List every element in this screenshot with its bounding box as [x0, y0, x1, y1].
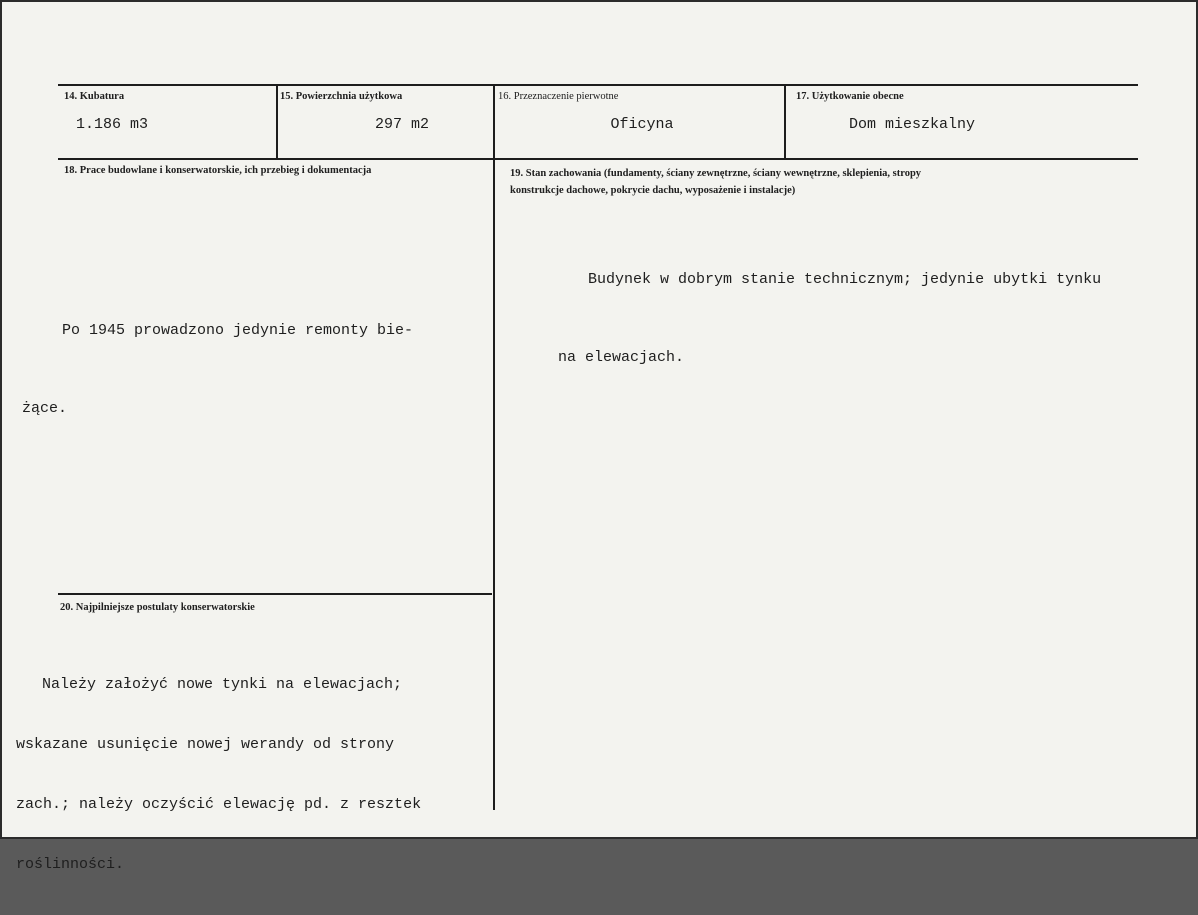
field-20-line-1: Należy założyć nowe tynki na elewacjach; [42, 676, 403, 693]
field-15-value: 297 m2 [374, 116, 429, 133]
field-19-line-2: na elewacjach. [558, 349, 685, 366]
field-19-label-line-1: 19. Stan zachowania (fundamenty, ściany zewnętrzne, ściany wewnętrzne, sklepienia, stropy [510, 168, 922, 179]
rule-top [58, 84, 1138, 86]
field-16-value: Oficyna [610, 116, 674, 133]
field-20-line-3: zach.; należy oczyścić elewację pd. z resztek [16, 796, 422, 813]
field-18-label: 18. Prace budowlane i konserwatorskie, ich przebieg i dokumentacja [64, 165, 372, 176]
field-20-line-2: wskazane usunięcie nowej werandy od strony [16, 736, 395, 753]
rule-v-16-17 [784, 84, 786, 160]
rule-v-main [493, 84, 495, 810]
rule-row1-bottom [58, 158, 1138, 160]
field-18-line-1: Po 1945 prowadzono jedynie remonty bie- [62, 322, 414, 339]
field-15-label: 15. Powierzchnia użytkowa [280, 91, 403, 102]
field-19-text [558, 215, 1101, 423]
field-17-value: Dom mieszkalny [848, 116, 976, 133]
rule-section20-top [58, 593, 492, 595]
field-20-label: 20. Najpilniejsze postulaty konserwatorskie [60, 602, 255, 613]
field-17-label: 17. Użytkowanie obecne [796, 91, 904, 102]
field-20-line-4: roślinności. [16, 856, 125, 873]
field-18-line-2: żące. [22, 400, 68, 417]
field-19-label [510, 165, 1130, 199]
field-19-label-line-2: konstrukcje dachowe, pokrycie dachu, wyposażenie i instalacje) [510, 185, 796, 196]
rule-v-14-15 [276, 84, 278, 160]
field-14-value: 1.186 m3 [75, 116, 148, 133]
field-14-label: 14. Kubatura [64, 91, 125, 102]
field-16-label: 16. Przeznaczenie pierwotne [498, 91, 619, 102]
field-20-text [16, 635, 421, 915]
field-18-text [22, 266, 413, 474]
field-19-line-1: Budynek w dobrym stanie technicznym; jedynie ubytki tynku [588, 271, 1102, 288]
